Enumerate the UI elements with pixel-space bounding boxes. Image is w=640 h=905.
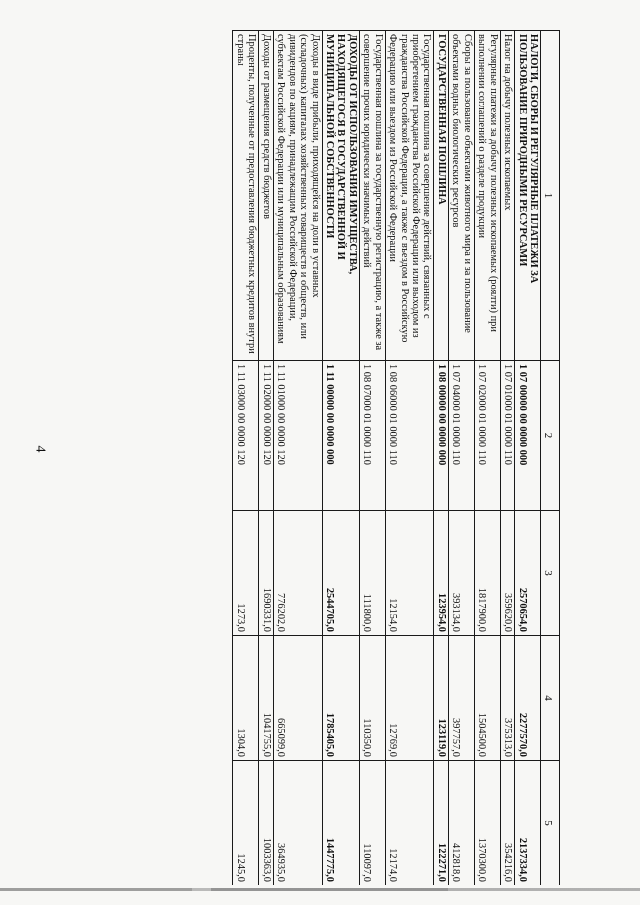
row-value-col5-cell: 2137334,0 xyxy=(515,761,541,886)
row-code-cell: 1 11 02000 00 0000 120 xyxy=(259,361,273,511)
header-cell: 1 xyxy=(541,31,560,361)
row-name-cell: Сборы за пользование объектами животного мира и за пользование объектами водных биологических ресурсов xyxy=(448,31,474,361)
table-row xyxy=(448,31,474,886)
row-name-cell: Доходы в виде прибыли, приходящейся на доли в уставных (складочных) капиталах хозяйственных товариществ и обществ, или дивидендов по акциям, принадлежащим Российской Федерации, субъектам Российской Федерации или муниципальным образованиям xyxy=(273,31,322,361)
row-name-cell: ГОСУДАРСТВЕННАЯ ПОШЛИНА xyxy=(434,31,448,361)
scan-edge-artifact xyxy=(0,888,640,891)
table-row xyxy=(233,31,259,886)
table-row xyxy=(500,31,514,886)
row-value-col3-cell: 776202,0 xyxy=(273,511,322,636)
row-value-col5-cell: 1447775,0 xyxy=(322,761,359,886)
row-value-col4-cell: 397757,0 xyxy=(448,636,474,761)
row-name-cell: ДОХОДЫ ОТ ИСПОЛЬЗОВАНИЯ ИМУЩЕСТВА, НАХОДЯЩЕГОСЯ В ГОСУДАРСТВЕННОЙ И МУНИЦИПАЛЬНОЙ СОБСТВЕННОСТИ xyxy=(322,31,359,361)
row-value-col3-cell: 1690331,0 xyxy=(259,511,273,636)
row-code-cell: 1 08 00000 00 0000 000 xyxy=(434,361,448,511)
row-value-col3-cell: 1817900,0 xyxy=(474,511,500,636)
row-value-col3-cell: 12154,0 xyxy=(385,511,434,636)
row-name-cell: Налог на добычу полезных ископаемых xyxy=(500,31,514,361)
row-value-col5-cell: 354216,0 xyxy=(500,761,514,886)
row-name-cell: Доходы от размещения средств бюджетов xyxy=(259,31,273,361)
row-code-cell: 1 11 03000 00 0000 120 xyxy=(233,361,259,511)
header-cell: 3 xyxy=(541,511,560,636)
header-cell: 2 xyxy=(541,361,560,511)
row-value-col5-cell: 110097,0 xyxy=(359,761,385,886)
table-row xyxy=(515,31,541,886)
row-code-cell: 1 07 04000 01 0000 110 xyxy=(448,361,474,511)
rotated-page-viewport xyxy=(100,30,560,885)
row-value-col4-cell: 1785405,0 xyxy=(322,636,359,761)
row-code-cell: 1 11 00000 00 0000 000 xyxy=(322,361,359,511)
row-code-cell: 1 11 01000 00 0000 120 xyxy=(273,361,322,511)
row-name-cell: Государственная пошлина за совершение действий, связанных с приобретением гражданства Российской Федерации или выходом из гражданства Российской Федерации, а также с въездом в Российскую Федерацию или выездом из Российской Федерации xyxy=(385,31,434,361)
row-value-col3-cell: 393134,0 xyxy=(448,511,474,636)
table-row xyxy=(385,31,434,886)
row-value-col4-cell: 375313,0 xyxy=(500,636,514,761)
row-value-col3-cell: 2570654,0 xyxy=(515,511,541,636)
row-name-cell: Регулярные платежи за добычу полезных ископаемых (роялти) при выполнении соглашений о разделе продукции xyxy=(474,31,500,361)
row-value-col5-cell: 1370300,0 xyxy=(474,761,500,886)
row-name-cell: НАЛОГИ, СБОРЫ И РЕГУЛЯРНЫЕ ПЛАТЕЖИ ЗА ПОЛЬЗОВАНИЕ ПРИРОДНЫМИ РЕСУРСАМИ xyxy=(515,31,541,361)
row-value-col5-cell: 364935,0 xyxy=(273,761,322,886)
row-value-col3-cell: 111800,0 xyxy=(359,511,385,636)
row-value-col5-cell: 412818,0 xyxy=(448,761,474,886)
budget-table-sheet xyxy=(100,30,560,885)
budget-revenue-table xyxy=(233,30,561,885)
table-row xyxy=(273,31,322,886)
table-header-row xyxy=(541,31,560,886)
table-row xyxy=(259,31,273,886)
row-value-col4-cell: 665099,0 xyxy=(273,636,322,761)
row-name-cell: Государственная пошлина за государственную регистрацию, а также за совершение прочих юридически значимых действий xyxy=(359,31,385,361)
row-value-col3-cell: 123954,0 xyxy=(434,511,448,636)
row-code-cell: 1 07 01000 01 0000 110 xyxy=(500,361,514,511)
row-code-cell: 1 08 07000 01 0000 110 xyxy=(359,361,385,511)
row-value-col3-cell: 1273,0 xyxy=(233,511,259,636)
row-name-cell: Проценты, полученные от предоставления бюджетных кредитов внутри страны xyxy=(233,31,259,361)
row-value-col3-cell: 2544705,0 xyxy=(322,511,359,636)
header-cell: 5 xyxy=(541,761,560,886)
row-value-col4-cell: 110350,0 xyxy=(359,636,385,761)
table-row xyxy=(359,31,385,886)
row-value-col4-cell: 1304,0 xyxy=(233,636,259,761)
row-code-cell: 1 07 00000 00 0000 000 xyxy=(515,361,541,511)
table-row xyxy=(322,31,359,886)
header-cell: 4 xyxy=(541,636,560,761)
row-value-col4-cell: 12769,0 xyxy=(385,636,434,761)
table-row xyxy=(434,31,448,886)
page-number: 4 xyxy=(32,445,48,453)
row-value-col4-cell: 2277570,0 xyxy=(515,636,541,761)
row-code-cell: 1 07 02000 01 0000 110 xyxy=(474,361,500,511)
row-value-col4-cell: 1504500,0 xyxy=(474,636,500,761)
row-code-cell: 1 08 06000 01 0000 110 xyxy=(385,361,434,511)
row-value-col5-cell: 122271,0 xyxy=(434,761,448,886)
row-value-col3-cell: 359620,0 xyxy=(500,511,514,636)
table-row xyxy=(474,31,500,886)
row-value-col5-cell: 1003363,0 xyxy=(259,761,273,886)
row-value-col5-cell: 1245,0 xyxy=(233,761,259,886)
row-value-col4-cell: 123119,0 xyxy=(434,636,448,761)
row-value-col5-cell: 12174,0 xyxy=(385,761,434,886)
row-value-col4-cell: 1041755,0 xyxy=(259,636,273,761)
